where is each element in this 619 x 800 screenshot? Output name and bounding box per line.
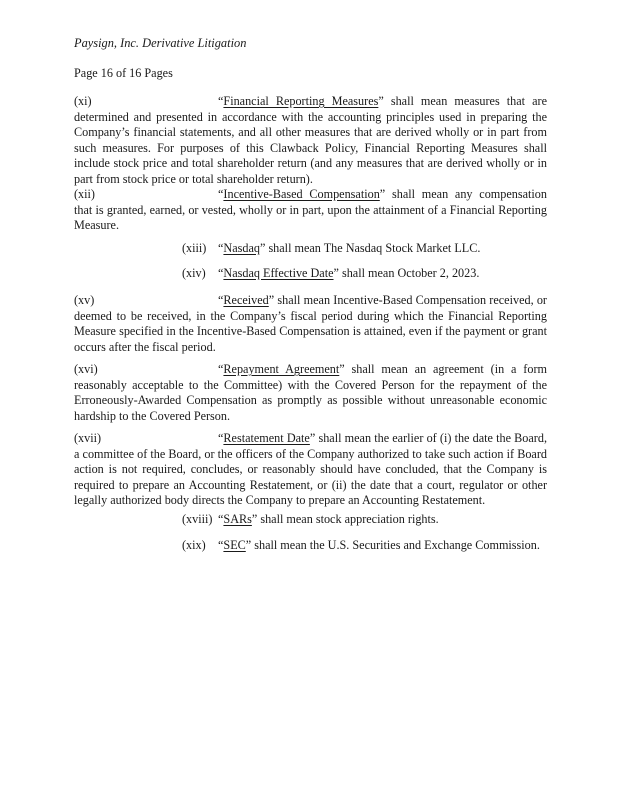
definition-xviii: (xviii) “SARs” shall mean stock appreciation rights. [182,512,439,526]
definition-xvii: (xvii) “Restatement Date” shall mean the earlier of (i) the date the Board, a committee of the Board, or the officers of the Company authorized to take such action if Board action is not required, concludes, or reasonably should have concluded, that the Company is required to prepare an Accounting Restatement, or (ii) the date that a court, regulator or other legally authorized body directs the Company to prepare an Accounting Restatement. [74,431,548,508]
definition-xiii: (xiii) “Nasdaq” shall mean The Nasdaq Stock Market LLC. [182,241,481,255]
defined-term: SEC [223,538,246,552]
definition-xv: (xv) “Received” shall mean Incentive-Based Compensation received, or deemed to be received, in the Company’s fiscal period during which the Financial Reporting Measure specified in the Incentive-Based Compensation is attained, even if the payment or grant occurs after the fiscal period. [74,293,547,354]
definition-number: (xi) [74,94,92,108]
definition-number: (xvi) [74,362,98,376]
definition-text: ” shall mean stock appreciation rights. [251,512,439,526]
definition-xi: (xi) “Financial Reporting Measures” shall mean measures that are determined and presented in accordance with the accounting principles used in preparing the Company’s financial statements, and all other measures that are derived wholly or in part from such measures. For purposes of this Clawback Policy, Financial Reporting Measures shall include stock price and total shareholder return (and any measures that are derived wholly or in part from stock price or total shareholder return). [74,94,547,186]
definition-number: (xii) [74,187,95,201]
definition-xii: (xii) “Incentive-Based Compensation” shall mean any compensation that is granted, earned, or vested, wholly or in part, upon the attainment of a Financial Reporting Measure. [74,187,547,233]
defined-term: Repayment Agreement [223,362,340,376]
definition-number: (xiii) [182,241,207,255]
defined-term: SARs [223,512,252,526]
document-header-title: Paysign, Inc. Derivative Litigation [74,36,247,50]
page-number: Page 16 of 16 Pages [74,66,173,80]
defined-term: Restatement Date [223,431,310,445]
defined-term: Nasdaq Effective Date [223,266,334,280]
definition-xiv: (xiv) “Nasdaq Effective Date” shall mean October 2, 2023. [182,266,480,280]
definition-text: ” shall mean the earlier of (i) the date the Board, a committee of the Board, or the officers of the Company authorized to take such action if Board action is not required, concludes, or reasonably should have concluded, that the Company is required to prepare an Accounting Restatement, or (ii) the date that a court, regulator or other legally authorized body directs the Company to prepare an Accounting Restatement. [74,431,548,508]
definition-xvi: (xvi) “Repayment Agreement” shall mean an agreement (in a form reasonably acceptable to the Committee) with the Covered Person for the repayment of the Erroneously-Awarded Compensation as promptly as possible without unreasonable economic hardship to the Covered Person. [74,362,547,423]
defined-term: Nasdaq [223,241,260,255]
defined-term: Financial Reporting Measures [223,94,379,108]
definition-text: ” shall mean any compensation that is granted, earned, or vested, wholly or in part, upon the attainment of a Financial Reporting Measure. [74,187,547,233]
definition-text: ” shall mean October 2, 2023. [333,266,480,280]
defined-term: Incentive-Based Compensation [223,187,380,201]
definition-text: ” shall mean Incentive-Based Compensation received, or deemed to be received, in the Company’s fiscal period during which the Financial Reporting Measure specified in the Incentive-Based Compensation is attained, even if the payment or grant occurs after the fiscal period. [74,293,547,354]
definition-text: ” shall mean the U.S. Securities and Exchange Commission. [245,538,540,552]
definition-text: ” shall mean The Nasdaq Stock Market LLC. [259,241,481,255]
definition-text: ” shall mean measures that are determined and presented in accordance with the accounting principles used in preparing the Company’s financial statements, and all other measures that are derived wholly or in part from such measures. For purposes of this Clawback Policy, Financial Reporting Measures shall include stock price and total shareholder return (and any measures that are derived wholly or in part from stock price or total shareholder return). [74,94,547,186]
definition-number: (xv) [74,293,95,307]
definition-text: ” shall mean an agreement (in a form reasonably acceptable to the Committee) with the Covered Person for the repayment of the Erroneously-Awarded Compensation as promptly as possible without unreasonable economic hardship to the Covered Person. [74,362,547,423]
definition-xix: (xix) “SEC” shall mean the U.S. Securities and Exchange Commission. [182,538,540,552]
definition-number: (xix) [182,538,206,552]
definition-number: (xviii) [182,512,213,526]
definition-number: (xiv) [182,266,206,280]
definition-number: (xvii) [74,431,102,445]
defined-term: Received [223,293,269,307]
